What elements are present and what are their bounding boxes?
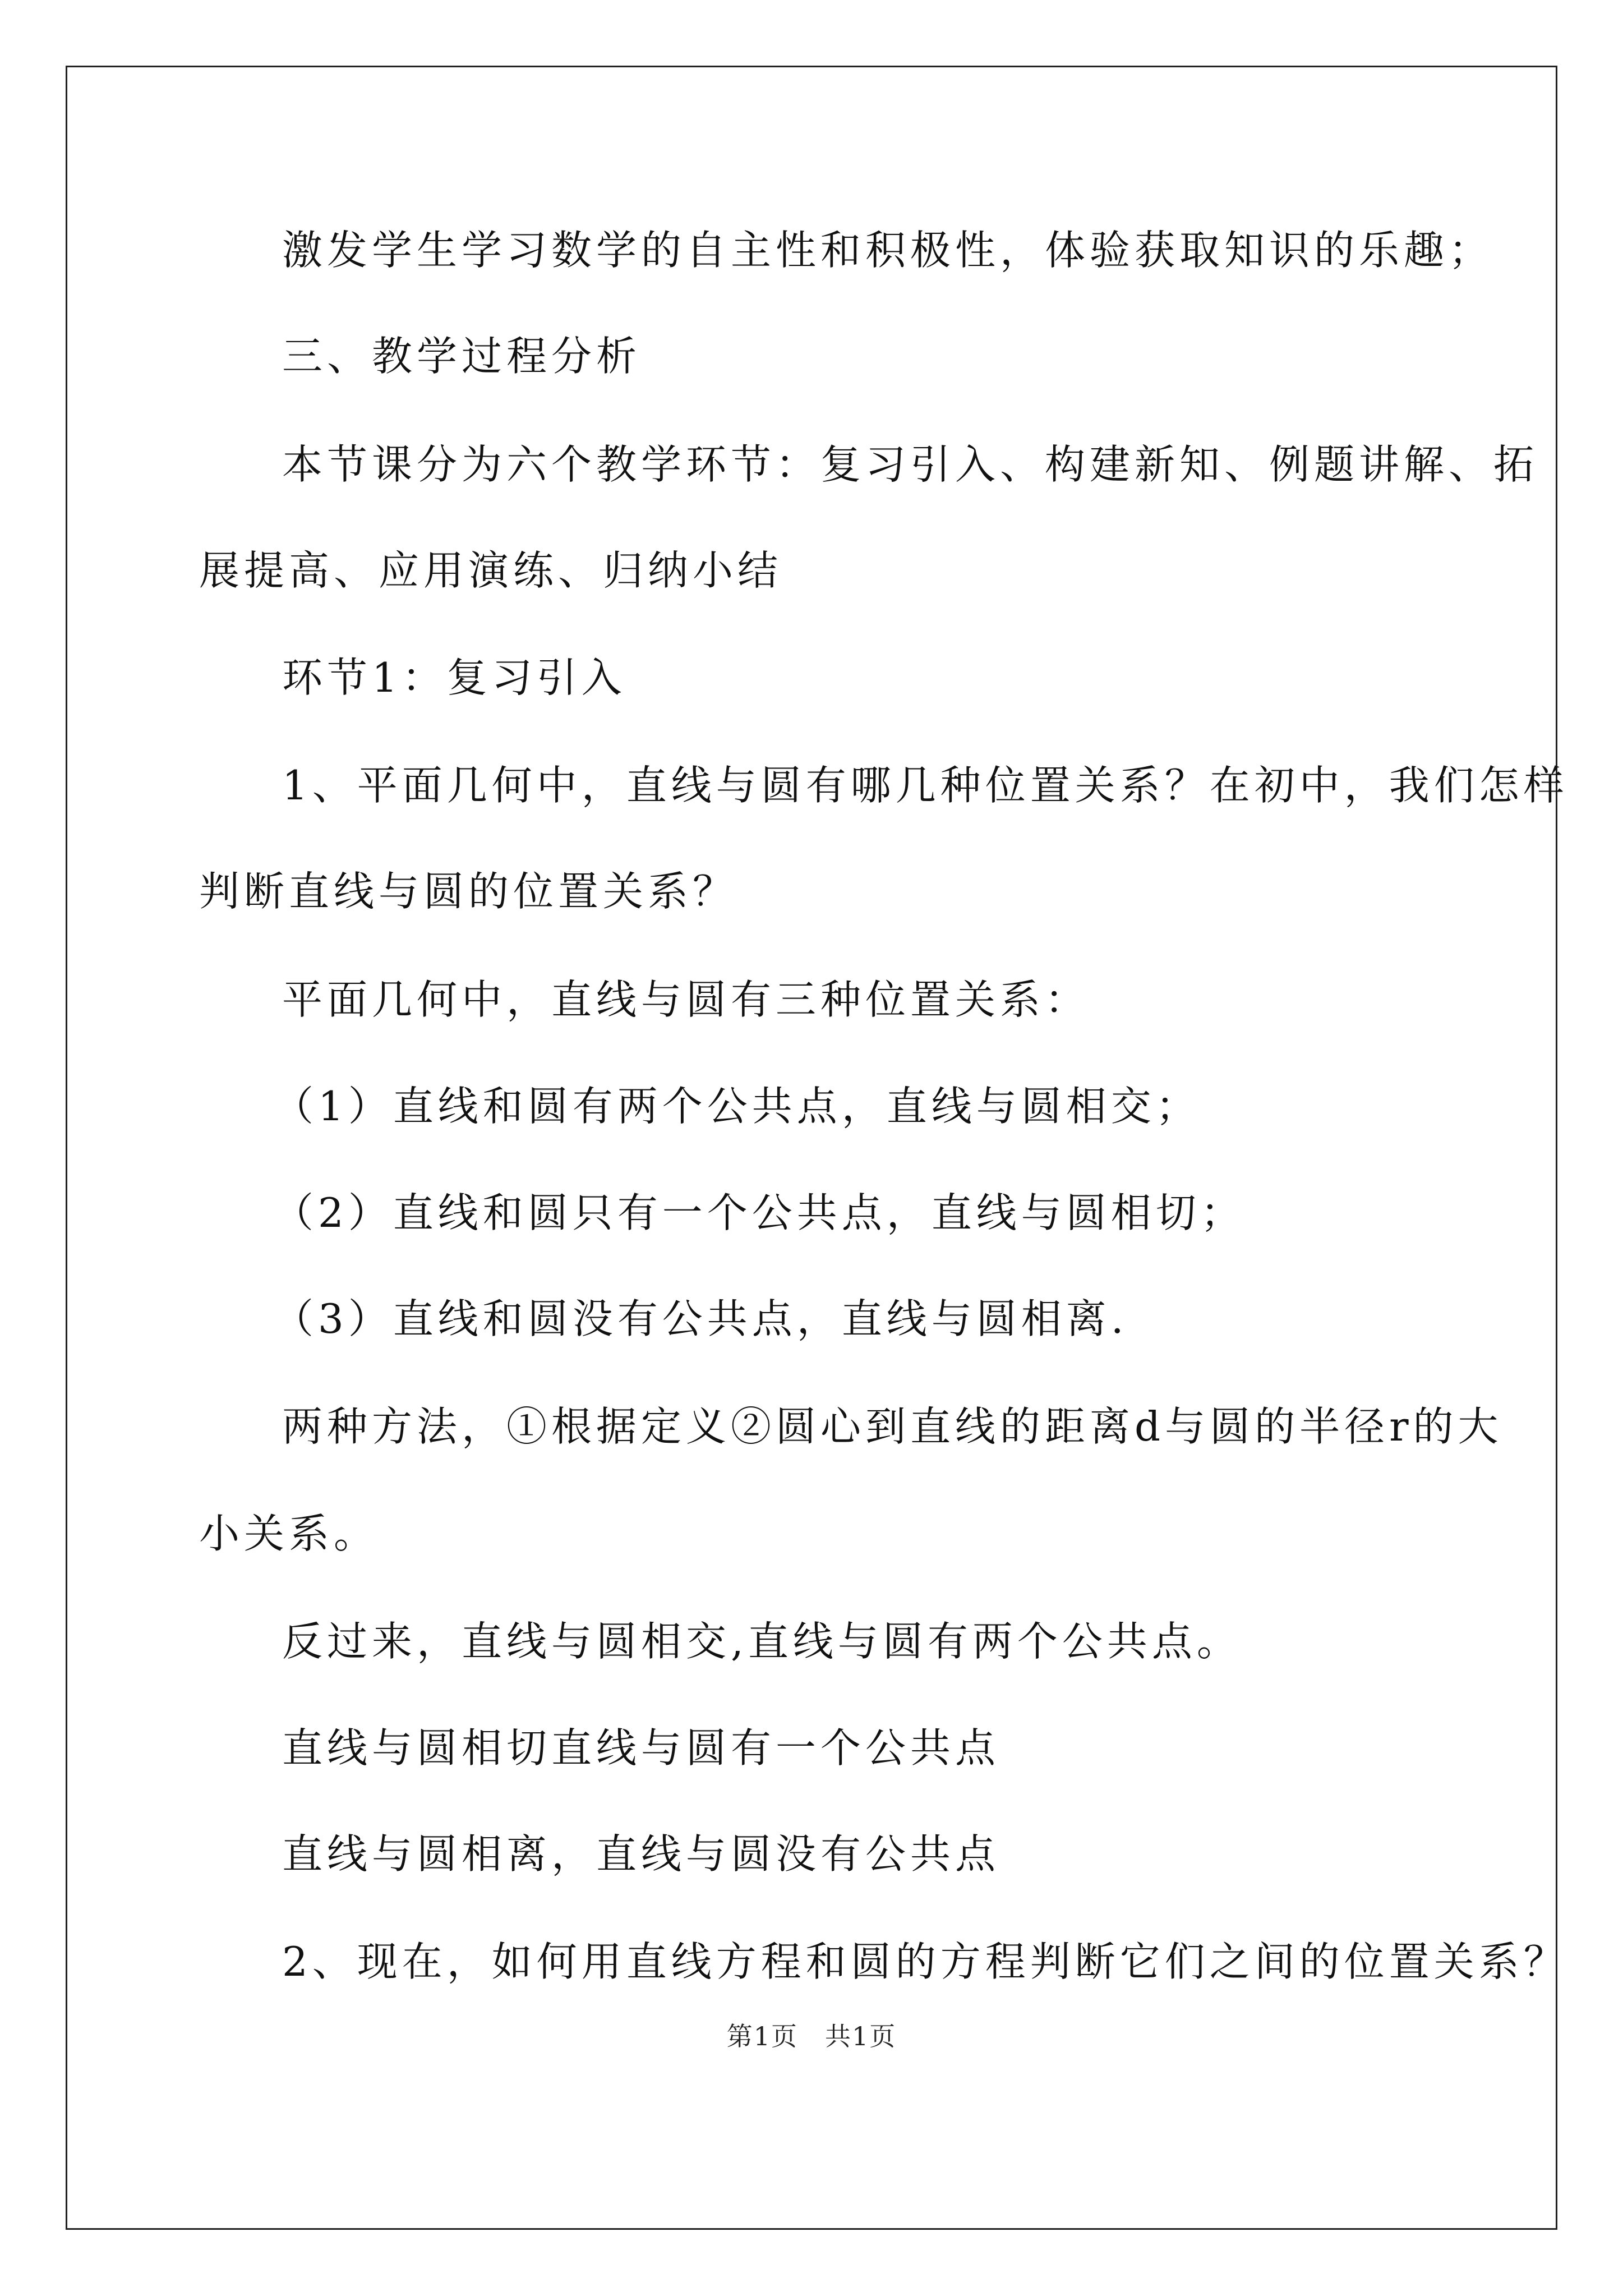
paragraph-line: 平面几何中，直线与圆有三种位置关系： [282,976,1090,1023]
paragraph-line: 1、平面几何中，直线与圆有哪几种位置关系？在初中，我们怎样 [282,762,1569,809]
page-number-footer: 第1页 共1页 [726,2021,897,2051]
paragraph-line: 两种方法，①根据定义②圆心到直线的距离d与圆的半径r的大 [282,1403,1503,1450]
paragraph-line: 直线与圆相离，直线与圆没有公共点 [282,1830,1000,1878]
subsection-heading: 环节1：复习引入 [282,654,626,701]
list-item: （1）直线和圆有两个公共点，直线与圆相交； [273,1083,1201,1130]
paragraph-line: 反过来，直线与圆相交,直线与圆有两个公共点。 [282,1618,1242,1665]
paragraph-line: 直线与圆相切直线与圆有一个公共点 [282,1724,1000,1772]
paragraph-line: 激发学生学习数学的自主性和积极性，体验获取知识的乐趣； [282,227,1494,274]
paragraph-line: 判断直线与圆的位置关系？ [199,868,738,915]
page-border [66,66,1557,2230]
section-heading: 三、教学过程分析 [282,333,642,380]
paragraph-line: 小关系。 [199,1510,379,1557]
paragraph-line: 本节课分为六个教学环节：复习引入、构建新知、例题讲解、拓 [282,441,1539,488]
list-item: （3）直线和圆没有公共点，直线与圆相离. [273,1295,1128,1342]
list-item: （2）直线和圆只有一个公共点，直线与圆相切； [273,1189,1246,1236]
paragraph-line: 展提高、应用演练、归纳小结 [199,547,783,594]
paragraph-line: 2、现在，如何用直线方程和圆的方程判断它们之间的位置关系？ [282,1938,1569,1985]
